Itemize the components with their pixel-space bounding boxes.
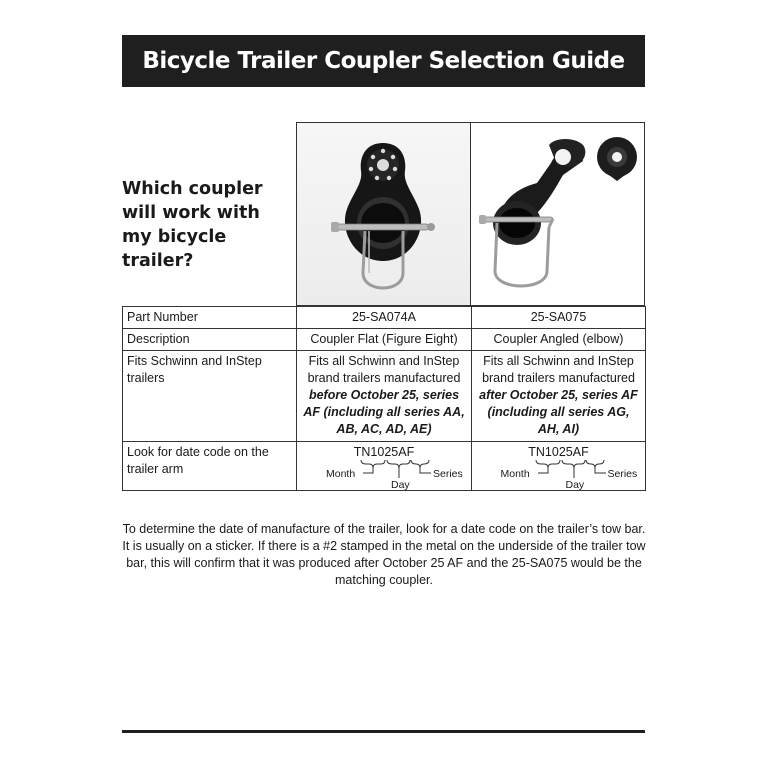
row-label-part-number: Part Number [123, 307, 297, 329]
date-of-manufacture-note: To determine the date of manufacture of the trailer, look for a date code on the trailer’s tow bar. It is usually on a sticker. If there is a #2 stamped in the metal on the underside of the trailer tow bar, this will confirm that it was produced after October 25 AF and the 25-SA075 would be the matching coupler. [122, 522, 646, 587]
date-code-day: Day [391, 479, 410, 491]
date-code-text: TN1025AF [353, 445, 415, 459]
date-code-month: Month [500, 468, 530, 480]
date-code-b [472, 442, 646, 491]
coupler-image-grid [296, 122, 645, 306]
fits-a [297, 351, 472, 442]
coupler-flat-image [297, 123, 471, 305]
fits-b [472, 351, 646, 442]
guide-title: Bicycle Trailer Coupler Selection Guide [142, 48, 625, 74]
fits-b-text: Fits all Schwinn and InStep brand trailers manufactured [482, 354, 635, 385]
table-row [123, 307, 646, 329]
coupler-spec-table [122, 306, 646, 491]
date-code-diagram [309, 444, 463, 491]
description-b: Coupler Angled (elbow) [472, 329, 646, 351]
row-label-description: Description [123, 329, 297, 351]
part-number-b: 25-SA075 [472, 307, 646, 329]
table-row [123, 351, 646, 442]
date-code-a [297, 442, 472, 491]
fits-a-text: Fits all Schwinn and InStep brand trailers manufactured [307, 354, 461, 385]
part-number-a: 25-SA074A [297, 307, 472, 329]
date-code-text: TN1025AF [528, 445, 589, 459]
coupler-flat-photo-cell [297, 123, 470, 305]
fits-b-bold: after October 25, series AF (including all series AG, AH, AI) [479, 388, 638, 436]
description-a: Coupler Flat (Figure Eight) [297, 329, 472, 351]
date-code-series: Series [607, 468, 638, 480]
date-code-month: Month [326, 468, 356, 480]
date-code-diagram [484, 444, 638, 491]
question-heading: Which coupler will work with my bicycle trailer? [122, 179, 263, 271]
row-label-fits: Fits Schwinn and InStep trailers [123, 351, 297, 442]
coupler-angled-image [471, 123, 645, 305]
row-label-date-code: Look for date code on the trailer arm [123, 442, 297, 491]
bottom-divider [122, 730, 645, 733]
date-code-day: Day [565, 479, 585, 491]
coupler-angled-photo-cell [470, 123, 644, 305]
table-row [123, 442, 646, 491]
guide-title-banner [122, 35, 645, 87]
date-code-series: Series [433, 468, 463, 480]
fits-a-bold: before October 25, series AF (including all series AA, AB, AC, AD, AE) [303, 388, 465, 436]
table-row [123, 329, 646, 351]
